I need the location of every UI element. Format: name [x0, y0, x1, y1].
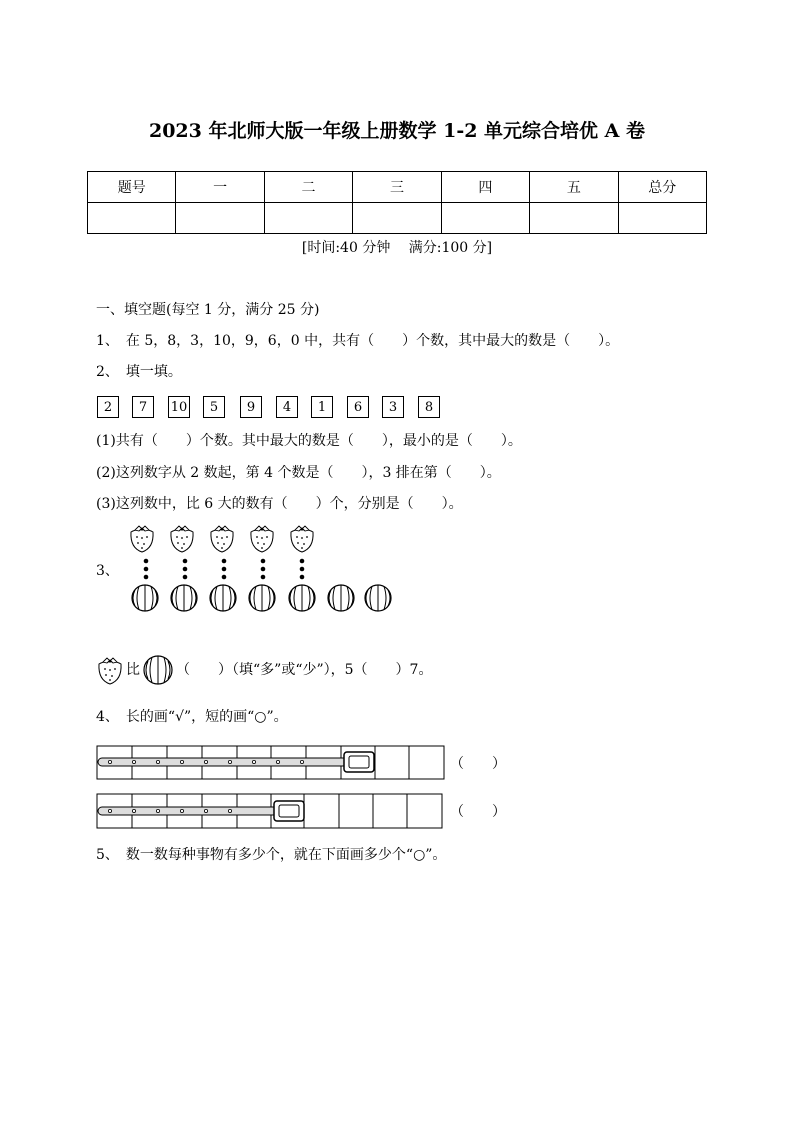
- question-4: 4、 长的画“√”，短的画“○”。: [96, 709, 288, 725]
- score-cell[interactable]: [618, 203, 706, 234]
- strawberry-icon: [95, 655, 125, 685]
- fruit-matching-figure: [120, 520, 410, 620]
- number-box: 3: [382, 396, 404, 418]
- score-table-header-row: [88, 172, 707, 203]
- score-header-cell: 二: [264, 172, 352, 203]
- number-box: 9: [240, 396, 262, 418]
- question-3-label: 3、: [96, 563, 119, 579]
- score-cell[interactable]: [530, 203, 618, 234]
- score-cell[interactable]: [88, 203, 176, 234]
- answer-paren-2[interactable]: （ ）: [450, 804, 506, 820]
- belt-comparison-figure: [96, 745, 448, 835]
- score-header-cell: 三: [353, 172, 441, 203]
- watermelon-icon: [210, 585, 236, 611]
- number-box: 8: [418, 396, 440, 418]
- time-info: [时间:40 分钟 满分:100 分]: [301, 240, 493, 256]
- score-cell[interactable]: [353, 203, 441, 234]
- answer-paren-1[interactable]: （ ）: [450, 756, 506, 772]
- number-box: 6: [347, 396, 369, 418]
- watermelon-icon: [289, 585, 315, 611]
- strawberry-icon: [131, 526, 153, 552]
- page-title: 2023 年北师大版一年级上册数学 1-2 单元综合培优 A 卷: [148, 120, 646, 142]
- strawberry-icon: [291, 526, 313, 552]
- number-box: 5: [203, 396, 225, 418]
- question-2-part-3: (3)这列数中，比 6 大的数有（ ）个，分别是（ ）。: [96, 496, 463, 512]
- strawberry-icon: [251, 526, 273, 552]
- watermelon-icon: [171, 585, 197, 611]
- score-cell[interactable]: [441, 203, 529, 234]
- score-header-cell: 一: [176, 172, 264, 203]
- watermelon-icon: [328, 585, 354, 611]
- number-box: 2: [97, 396, 119, 418]
- number-box: 7: [132, 396, 154, 418]
- number-box: 1: [311, 396, 333, 418]
- belt-icon: [98, 801, 304, 821]
- number-box: 10: [168, 396, 190, 418]
- question-2: 2、 填一填。: [96, 364, 182, 380]
- compare-word: 比: [126, 662, 140, 678]
- belt-icon: [98, 752, 374, 772]
- watermelon-icon: [132, 585, 158, 611]
- score-header-cell: 题号: [88, 172, 176, 203]
- number-box: 4: [276, 396, 298, 418]
- strawberry-icon: [171, 526, 193, 552]
- question-1: 1、 在 5，8，3，10，9，6，0 中，共有（ ）个数，其中最大的数是（ ）。: [96, 333, 620, 349]
- score-header-cell: 四: [441, 172, 529, 203]
- score-cell[interactable]: [264, 203, 352, 234]
- score-table-blank-row: [88, 203, 707, 234]
- question-3-compare: （ ）（填“多”或“少”），5（ ）7。: [176, 662, 433, 678]
- score-header-cell: 五: [530, 172, 618, 203]
- score-cell[interactable]: [176, 203, 264, 234]
- question-2-part-1: (1)共有（ ）个数。其中最大的数是（ ），最小的是（ ）。: [96, 433, 522, 449]
- watermelon-icon: [249, 585, 275, 611]
- question-5: 5、 数一数每种事物有多少个，就在下面画多少个“○”。: [96, 847, 447, 863]
- matching-dots: [144, 559, 305, 580]
- score-header-cell: 总分: [618, 172, 706, 203]
- section-heading: 一、填空题(每空 1 分，满分 25 分): [96, 302, 320, 318]
- strawberry-icon: [211, 526, 233, 552]
- score-table: [87, 171, 707, 234]
- watermelon-icon: [142, 654, 174, 686]
- watermelon-icon: [365, 585, 391, 611]
- question-2-part-2: (2)这列数字从 2 数起，第 4 个数是（ ），3 排在第（ ）。: [96, 465, 501, 481]
